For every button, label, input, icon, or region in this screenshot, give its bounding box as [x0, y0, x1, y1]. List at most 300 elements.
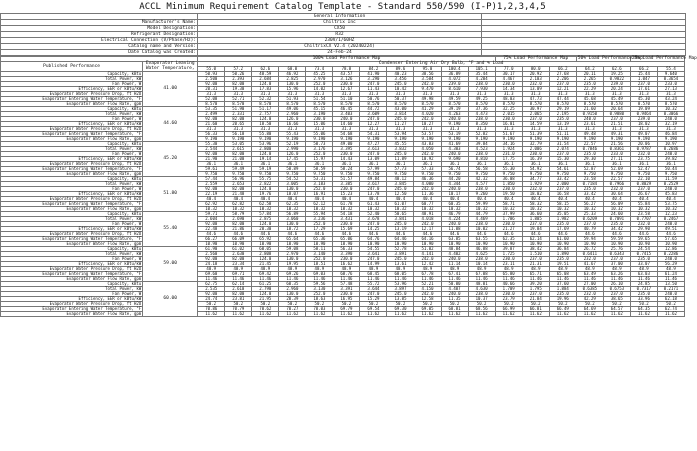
value-cell: 92.00 [198, 117, 225, 122]
value-cell: 4.344 [441, 182, 468, 187]
value-cell: 9.260 [468, 192, 495, 197]
value-cell: 239.0 [441, 82, 468, 87]
value-cell: 47.44 [549, 97, 576, 102]
value-cell: 19.95 [279, 262, 306, 267]
value-cell: 238.0 [468, 152, 495, 157]
value-cell: 50.2 [198, 302, 225, 307]
value-cell: 48.9 [306, 267, 333, 272]
value-cell: 237.0 [522, 292, 549, 297]
value-cell: 237.0 [576, 222, 603, 227]
value-cell: 247.0 [360, 152, 387, 157]
value-cell: 19.09 [630, 107, 657, 112]
value-cell: 2.960 [279, 287, 306, 292]
value-cell: 59.08 [279, 247, 306, 252]
value-cell: 57.65 [657, 237, 684, 242]
value-cell: 47.27 [360, 142, 387, 147]
value-cell: 36.1 [198, 162, 225, 167]
metric-label: Evaporator Water Pressure Drop, ft H2O [1, 162, 143, 167]
value-cell: 12.86 [657, 247, 684, 252]
metric-label: Evaporator Water Flow Rate, gpm [1, 102, 143, 107]
value-cell: 10.42 [387, 87, 414, 92]
value-cell: 240.0 [441, 222, 468, 227]
value-cell: 69.54 [360, 307, 387, 312]
value-cell: 4.000 [414, 182, 441, 187]
value-cell: 240.0 [657, 257, 684, 262]
value-cell: 65.71 [522, 272, 549, 277]
info-value: 24-Feb-24 [198, 50, 482, 56]
value-cell: 39.87 [495, 247, 522, 252]
value-cell: 11.62 [306, 312, 333, 317]
value-cell: 68.81 [441, 307, 468, 312]
value-cell: 20.24 [603, 87, 630, 92]
value-cell: 10.90 [360, 242, 387, 247]
value-cell: 1.805 [522, 217, 549, 222]
metric-label: Evaporator Water Flow Rate, gpm [1, 172, 143, 177]
value-cell: 36.1 [630, 162, 657, 167]
value-cell: 11.62 [360, 312, 387, 317]
value-cell: 9.750 [198, 172, 225, 177]
value-cell: 13.50 [657, 282, 684, 287]
value-cell: 4.577 [468, 182, 495, 187]
value-cell: 247.0 [360, 117, 387, 122]
value-cell: 40.4 [441, 197, 468, 202]
value-cell: 3.832 [387, 147, 414, 152]
value-cell: 22.57 [576, 142, 603, 147]
value-cell: 40.4 [657, 197, 684, 202]
value-cell: 40.4 [279, 197, 306, 202]
value-cell: 8.570 [468, 102, 495, 107]
value-cell: 31.3 [576, 127, 603, 132]
value-cell: 37.60 [549, 282, 576, 287]
value-cell: 10.90 [522, 242, 549, 247]
metric-label: Evaporator Water Pressure Drop, ft H2O [1, 302, 143, 307]
value-cell: 8.570 [603, 102, 630, 107]
value-cell: 40.4 [198, 197, 225, 202]
value-cell: 66.27 [198, 237, 225, 242]
value-cell: 17.69 [549, 227, 576, 232]
value-cell: 247.0 [360, 82, 387, 87]
value-cell: 4.263 [441, 112, 468, 117]
value-cell: 56.09 [603, 202, 630, 207]
value-cell: 82.00 [225, 82, 252, 87]
value-cell: 40.4 [333, 197, 360, 202]
value-cell: 19.96 [549, 297, 576, 302]
value-cell: 68.76 [333, 272, 360, 277]
value-cell: 1.929 [522, 182, 549, 187]
value-cell: 36.89 [441, 72, 468, 77]
value-cell: 54.92 [522, 167, 549, 172]
value-cell: 11.46 [468, 277, 495, 282]
value-cell: 44.6 [441, 232, 468, 237]
value-cell: 49.31 [603, 132, 630, 137]
value-cell: 61.60 [549, 237, 576, 242]
value-cell: 50.26 [225, 72, 252, 77]
value-cell: 68.45 [360, 272, 387, 277]
value-cell: 9.750 [549, 172, 576, 177]
value-cell: 232.0 [522, 82, 549, 87]
value-cell: 232.0 [603, 187, 630, 192]
value-cell: 39.84 [468, 142, 495, 147]
value-cell: 48.9 [225, 267, 252, 272]
value-cell: 39.82 [657, 157, 684, 162]
value-cell: 53.94 [387, 132, 414, 137]
value-cell: 242.0 [414, 257, 441, 262]
value-cell: 2.653 [225, 182, 252, 187]
value-cell: 3.613 [360, 147, 387, 152]
value-cell: 8.570 [522, 102, 549, 107]
value-cell: 49.98 [414, 97, 441, 102]
value-cell: 52.08 [198, 97, 225, 102]
value-cell: 11.46 [279, 277, 306, 282]
value-cell: 82.00 [225, 222, 252, 227]
value-cell: 48.59 [252, 72, 279, 77]
value-cell: 8.570 [414, 102, 441, 107]
value-cell: 3.644 [360, 287, 387, 292]
value-cell: 242.0 [414, 222, 441, 227]
value-cell: 18.02 [630, 122, 657, 127]
value-cell: 62.12 [306, 202, 333, 207]
value-cell: 49.07 [630, 132, 657, 137]
value-cell: 2.690 [225, 217, 252, 222]
value-cell: 247.0 [360, 292, 387, 297]
value-cell: 9.190 [360, 137, 387, 142]
value-cell: 24.85 [630, 282, 657, 287]
value-cell: 82.00 [225, 187, 252, 192]
value-cell: 50.2 [441, 302, 468, 307]
metric-label: Evaporator Water Flow Rate, gpm [1, 137, 143, 142]
value-cell: 14.59 [522, 122, 549, 127]
value-cell: 22.29 [576, 87, 603, 92]
value-cell: 10.32 [225, 207, 252, 212]
value-cell: 31.3 [468, 92, 495, 97]
value-cell: 14.43 [333, 157, 360, 162]
value-cell: 245.0 [387, 82, 414, 87]
value-cell: 18.72 [279, 227, 306, 232]
value-cell: 38.42 [522, 247, 549, 252]
value-cell: 11.46 [522, 277, 549, 282]
value-cell: 45.83 [657, 192, 684, 197]
metric-label: Total Power, kW [1, 112, 143, 117]
value-cell: 31.3 [279, 127, 306, 132]
value-cell: 13.09 [522, 87, 549, 92]
value-cell: 10.32 [279, 207, 306, 212]
value-cell: 0.7317 [630, 287, 657, 292]
value-cell: 0.6343 [603, 252, 630, 257]
value-cell: 40.66 [495, 282, 522, 287]
value-cell: 27.00 [576, 282, 603, 287]
value-cell: 60.77 [414, 202, 441, 207]
value-cell: 31.3 [252, 92, 279, 97]
value-cell: 11.14 [441, 262, 468, 267]
value-cell: 70.62 [252, 307, 279, 312]
value-cell: 2.757 [252, 112, 279, 117]
metric-label: Capacity, kBtu [1, 212, 143, 217]
value-cell: 15.23 [333, 192, 360, 197]
value-cell: 235.0 [630, 257, 657, 262]
value-cell: 55.30 [495, 167, 522, 172]
value-cell: 16.39 [522, 157, 549, 162]
value-cell: 10.27 [414, 122, 441, 127]
value-cell: 56.58 [468, 167, 495, 172]
value-cell: 21.84 [522, 297, 549, 302]
value-cell: 49.84 [360, 177, 387, 182]
value-cell: 59.71 [198, 212, 225, 217]
value-cell: 26.67 [630, 192, 657, 197]
page-title: ACCL Minimum Requirement Catalog Template - Standard 550/590 (I-P)1,2,3,4,5 [139, 2, 546, 12]
value-cell: 3.140 [306, 252, 333, 257]
value-cell: 8.570 [360, 102, 387, 107]
value-cell: 3.126 [333, 77, 360, 82]
value-cell: 252.0 [306, 222, 333, 227]
value-cell: 17.29 [306, 227, 333, 232]
value-cell: 245.0 [387, 152, 414, 157]
value-cell: 23.58 [630, 212, 657, 217]
value-cell: 22.48 [198, 227, 225, 232]
value-cell: 233.0 [603, 152, 630, 157]
value-cell: 56.27 [576, 202, 603, 207]
value-cell: 62.92 [198, 202, 225, 207]
value-cell: 52.19 [279, 142, 306, 147]
evap-leaving-temp: 41.00 [143, 72, 198, 107]
info-value: R32 [198, 32, 482, 38]
value-cell: 12.67 [333, 87, 360, 92]
value-cell: 92.00 [198, 152, 225, 157]
value-cell: 53.35 [198, 107, 225, 112]
value-cell: 1.510 [522, 252, 549, 257]
value-cell: 245.0 [387, 222, 414, 227]
map-25-header: 25% Load Performance Map [631, 56, 697, 61]
value-cell: 32.79 [522, 142, 549, 147]
value-cell: 21.95 [252, 297, 279, 302]
value-cell: 232.0 [630, 222, 657, 227]
value-cell: 11.46 [306, 277, 333, 282]
condenser-temp-header: 95.0 [414, 67, 441, 72]
value-cell: 63.49 [576, 272, 603, 277]
value-cell: 4.072 [441, 77, 468, 82]
value-cell: 10.32 [603, 207, 630, 212]
metric-label: Capacity, kBtu [1, 142, 143, 147]
metric-label: Evaporator Water Flow Rate, gpm [1, 242, 143, 247]
value-cell: 8.570 [657, 102, 684, 107]
info-label: Date Catalog was Created: [1, 50, 198, 56]
value-cell: 36.1 [306, 162, 333, 167]
value-cell: 11.62 [414, 312, 441, 317]
value-cell: 31.3 [630, 127, 657, 132]
value-cell: 31.3 [657, 127, 684, 132]
value-cell: 65.06 [333, 237, 360, 242]
value-cell: 10.32 [306, 207, 333, 212]
metric-label: Total Power, kW [1, 77, 143, 82]
value-cell: 41.69 [441, 142, 468, 147]
metric-label: Evaporator Water Pressure Drop, ft H2O [1, 197, 143, 202]
value-cell: 62.35 [279, 202, 306, 207]
value-cell: 56.33 [333, 247, 360, 252]
value-cell: 0.3066 [657, 112, 684, 117]
value-cell: 69.26 [279, 272, 306, 277]
value-cell: 36.1 [360, 162, 387, 167]
value-cell: 10.02 [468, 227, 495, 232]
condenser-temp-header: 66.2 [549, 67, 576, 72]
value-cell: 50.2 [468, 302, 495, 307]
value-cell: 25.33 [576, 212, 603, 217]
value-cell: 63.26 [603, 272, 630, 277]
value-cell: 252.0 [306, 292, 333, 297]
value-cell: 230.0 [495, 82, 522, 87]
value-cell: 31.3 [387, 92, 414, 97]
value-cell: 69.30 [387, 307, 414, 312]
value-cell: 31.3 [414, 92, 441, 97]
value-cell: 54.31 [360, 132, 387, 137]
value-cell: 18.63 [306, 297, 333, 302]
condenser-temp-header: 57.2 [225, 67, 252, 72]
value-cell: 43.83 [414, 142, 441, 147]
value-cell: 53.19 [441, 132, 468, 137]
value-cell: 48.9 [252, 267, 279, 272]
value-cell: 61.02 [225, 247, 252, 252]
value-cell: 50.2 [414, 302, 441, 307]
value-cell: 23.61 [576, 122, 603, 127]
value-cell: 59.61 [198, 167, 225, 172]
value-cell: 48.84 [441, 247, 468, 252]
value-cell: 48.9 [522, 267, 549, 272]
value-cell: 52.32 [252, 97, 279, 102]
value-cell: 240.0 [441, 187, 468, 192]
value-cell: 12.58 [414, 297, 441, 302]
value-cell: 48.01 [468, 282, 495, 287]
info-row [1, 50, 686, 56]
value-cell: 9.750 [657, 172, 684, 177]
value-cell: 124.0 [252, 117, 279, 122]
value-cell: 23.11 [495, 262, 522, 267]
value-cell: 2.000 [549, 182, 576, 187]
value-cell: 238.0 [468, 257, 495, 262]
value-cell: 4.407 [441, 287, 468, 292]
value-cell: 11.27 [387, 122, 414, 127]
value-cell: 58.11 [306, 247, 333, 252]
value-cell: 10.32 [468, 207, 495, 212]
value-cell: 9.190 [387, 137, 414, 142]
value-cell: 14.99 [360, 262, 387, 267]
value-cell: 66.99 [495, 307, 522, 312]
value-cell: 44.6 [522, 232, 549, 237]
value-cell: 69.60 [198, 272, 225, 277]
value-cell: 48.9 [657, 267, 684, 272]
value-cell: 9.640 [657, 72, 684, 77]
value-cell: 58.15 [549, 202, 576, 207]
value-cell: 9.750 [468, 172, 495, 177]
value-cell: 55.94 [306, 212, 333, 217]
value-cell: 19.84 [522, 227, 549, 232]
value-cell: 235.0 [576, 82, 603, 87]
value-cell: 9.190 [630, 137, 657, 142]
value-cell: 3.456 [387, 77, 414, 82]
value-cell: 70.79 [225, 307, 252, 312]
value-cell: 11.62 [468, 312, 495, 317]
value-cell: 232.0 [576, 292, 603, 297]
value-cell: 8.570 [225, 102, 252, 107]
value-cell: 21.51 [603, 122, 630, 127]
info-value: ChiltrixCX V2.4 (20240224) [198, 44, 482, 50]
value-cell: 10.32 [549, 207, 576, 212]
value-cell: 62.74 [657, 307, 684, 312]
value-cell: 31.3 [306, 92, 333, 97]
value-cell: 52.21 [414, 282, 441, 287]
value-cell: 4.020 [414, 112, 441, 117]
value-cell: 49.25 [468, 97, 495, 102]
value-cell: 240.0 [441, 117, 468, 122]
value-cell: 1.890 [549, 252, 576, 257]
value-cell: 31.3 [657, 92, 684, 97]
value-cell: 40.4 [306, 197, 333, 202]
value-cell: 69.79 [333, 307, 360, 312]
value-cell: 49.00 [333, 142, 360, 147]
value-cell: 36.08 [495, 177, 522, 182]
value-cell: 58.89 [279, 167, 306, 172]
value-cell: 61.25 [252, 282, 279, 287]
condenser-temp-header: 55.4 [657, 67, 684, 72]
value-cell: 40.4 [387, 197, 414, 202]
value-cell: 54.61 [549, 167, 576, 172]
value-cell: 240.0 [657, 222, 684, 227]
value-cell: 50.2 [252, 302, 279, 307]
value-cell: 9.750 [603, 172, 630, 177]
value-cell: 45.15 [306, 107, 333, 112]
value-cell: 1.786 [495, 217, 522, 222]
value-cell: 56.96 [225, 177, 252, 182]
value-cell: 10.32 [414, 207, 441, 212]
value-cell: 10.90 [414, 242, 441, 247]
value-cell: 235.0 [576, 187, 603, 192]
value-cell: 59.49 [225, 167, 252, 172]
value-cell: 4.469 [468, 217, 495, 222]
value-cell: 27.13 [657, 87, 684, 92]
value-cell: 19.14 [252, 157, 279, 162]
value-cell: 3.609 [360, 112, 387, 117]
value-cell: 24.60 [603, 212, 630, 217]
value-cell: 42.29 [576, 297, 603, 302]
value-cell: 2.800 [252, 147, 279, 152]
value-cell: 3.390 [333, 252, 360, 257]
value-cell: 48.9 [441, 267, 468, 272]
value-cell: 36.1 [414, 162, 441, 167]
value-cell: 61.90 [198, 247, 225, 252]
value-cell: 62.14 [225, 282, 252, 287]
metric-label: Total Power, kW [1, 252, 143, 257]
value-cell: 63.55 [468, 237, 495, 242]
value-cell: 2.960 [279, 112, 306, 117]
value-cell: 48.9 [198, 267, 225, 272]
value-cell: 247.0 [360, 187, 387, 192]
value-cell: 4.523 [468, 147, 495, 152]
value-cell: 10.14 [468, 262, 495, 267]
value-cell: 8.570 [306, 102, 333, 107]
value-cell: 230.0 [333, 152, 360, 157]
value-cell: 36.1 [252, 162, 279, 167]
value-cell: 235.0 [630, 292, 657, 297]
value-cell: 56.89 [279, 212, 306, 217]
value-cell: 64.16 [414, 237, 441, 242]
metric-label: Evaporator Entering Water Temperature, °F [1, 202, 143, 207]
value-cell: 50.2 [603, 302, 630, 307]
info-value: 230V/1/60HZ [198, 38, 482, 44]
value-cell: 9.750 [279, 172, 306, 177]
metric-label: Fan Power, W [1, 82, 143, 87]
general-information-header: General Information [198, 14, 482, 20]
value-cell: 16.95 [333, 297, 360, 302]
value-cell: 23.75 [630, 157, 657, 162]
value-cell: 0.2529 [657, 182, 684, 187]
value-cell: 10.90 [306, 242, 333, 247]
